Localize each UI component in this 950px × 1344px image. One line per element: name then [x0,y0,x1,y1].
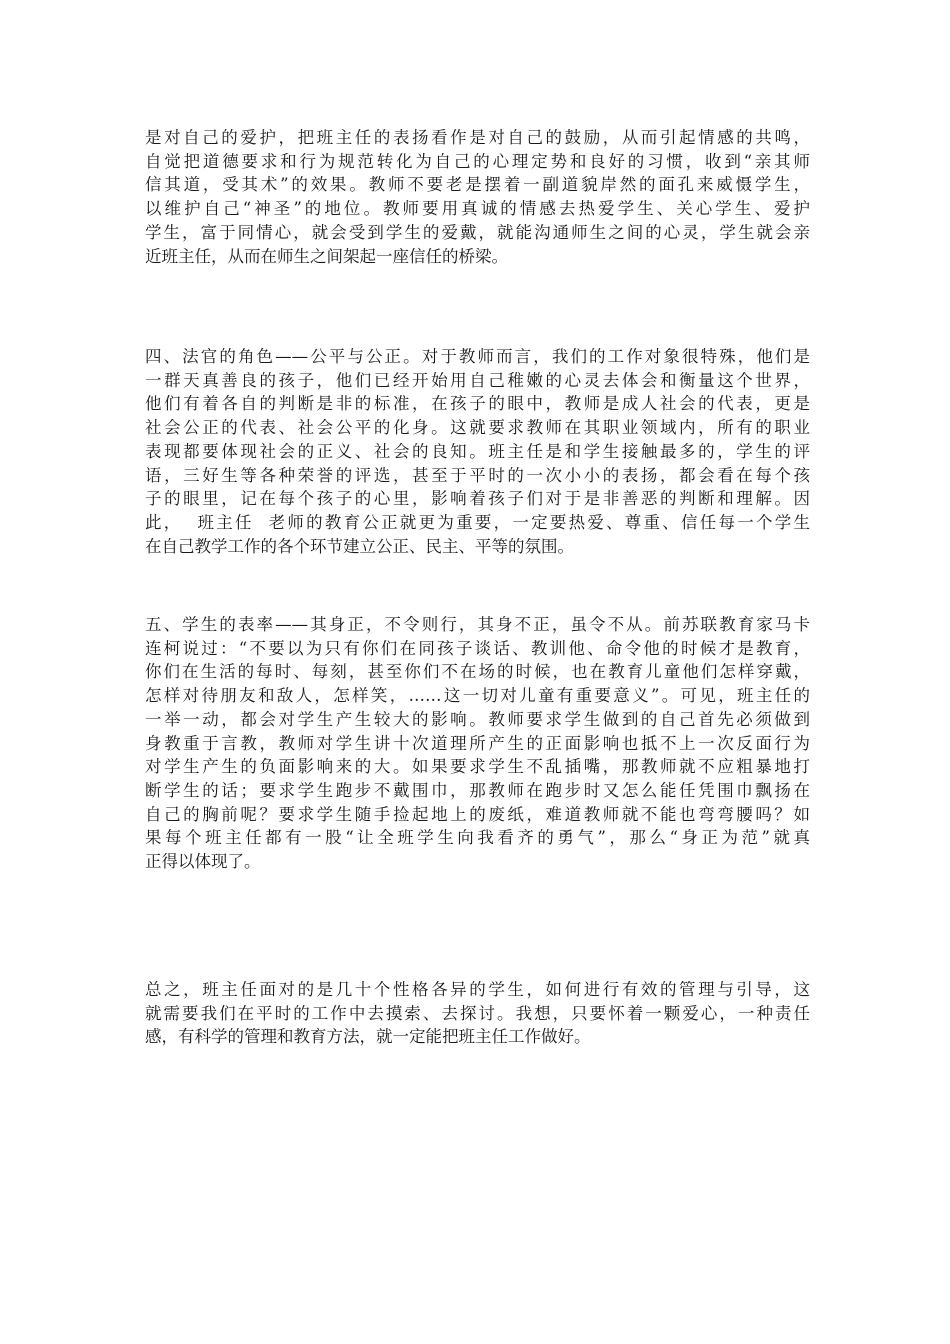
text-line: 身教重于言教，教师对学生讲十次道理所产生的正面影响也抵不上一次反面行为 [145,733,810,753]
text-line: 五、学生的表率——其身正，不令则行，其身不正，虽令不从。前苏联教育家马卡 [145,615,810,634]
text-line: 就需要我们在平时的工作中去摸索、去探讨。我想，只要怀着一颗爱心，一种责任 [145,1003,810,1023]
text-line: 四、法官的角色——公平与公正。对于教师而言，我们的工作对象很特殊，他们是 [145,347,810,366]
text-line: 自己的胸前呢？要求学生随手捡起地上的废纸，难道教师就不能也弯弯腰吗？如 [145,804,810,824]
text-line: 正得以体现了。 [145,852,261,872]
text-line: 一群天真善良的孩子，他们已经开始用自己稚嫩的心灵去体会和衡量这个世界， [145,370,810,390]
text-line: 在自己教学工作的各个环节建立公正、民主、平等的氛围。 [145,536,574,556]
text-line: 连柯说过：“不要以为只有你们在同孩子谈话、教训他、命令他的时候才是教育， [145,638,810,658]
text-line: 语，三好生等各种荣誉的评选，甚至于平时的一次小小的表扬，都会看在每个孩 [145,465,810,485]
text-line: 怎样对待朋友和敌人，怎样笑，……这一切对儿童有重要意义”。可见，班主任的 [145,686,810,706]
text-line: 对学生产生的负面影响来的大。如果要求学生不乱插嘴，那教师就不应粗暴地打 [145,757,810,777]
text-line: 断学生的话；要求学生跑步不戴围巾，那教师在跑步时又怎么能任凭围巾飘扬在 [145,780,810,800]
paragraph-conclusion [145,978,810,1049]
text-line: 学生，富于同情心，就会受到学生的爱戴，就能沟通师生之间的心灵，学生就会亲 [145,222,810,242]
text-line: 社会公正的代表、社会公平的化身。这就要求教师在其职业领域内，所有的职业 [145,418,810,438]
text-line: 一举一动，都会对学生产生较大的影响。教师要求学生做到的自己首先必须做到 [145,709,810,729]
text-line: 果每个班主任都有一股“让全班学生向我看齐的勇气”，那么“身正为范”就真 [145,828,810,848]
text-line: 自觉把道德要求和行为规范转化为自己的心理定势和良好的习惯，收到“亲其师 [145,151,810,171]
text-line: 是对自己的爱护，把班主任的表扬看作是对自己的鼓励，从而引起情感的共鸣， [145,128,810,147]
text-line: 子的眼里，记在每个孩子的心里，影响着孩子们对于是非善恶的判断和理解。因 [145,489,810,509]
text-line: 他们有着各自的判断是非的标准，在孩子的眼中，教师是成人社会的代表，更是 [145,394,810,414]
paragraph-love-care [145,126,810,268]
text-line: 信其道，受其术”的效果。教师不要老是摆着一副道貌岸然的面孔来威慑学生， [145,175,810,195]
text-line: 感，有科学的管理和教育方法，就一定能把班主任工作做好。 [145,1027,591,1047]
text-line: 总之，班主任面对的是几十个性格各异的学生，如何进行有效的管理与引导，这 [145,980,810,999]
text-line: 表现都要体现社会的正义、社会的良知。班主任是和学生接触最多的，学生的评 [145,441,810,461]
text-line: 你们在生活的每时、每刻，甚至你们不在场的时候，也在教育儿童他们怎样穿戴， [145,662,810,682]
text-line: 以维护自己“神圣”的地位。教师要用真诚的情感去热爱学生、关心学生、爱护 [145,199,810,219]
text-line: 此， 班主任 老师的教育公正就更为重要，一定要热爱、尊重、信任每一个学生 [145,512,810,532]
paragraph-role-model [145,613,810,874]
paragraph-judge-role [145,345,810,558]
text-line: 近班主任，从而在师生之间架起一座信任的桥梁。 [145,246,508,266]
